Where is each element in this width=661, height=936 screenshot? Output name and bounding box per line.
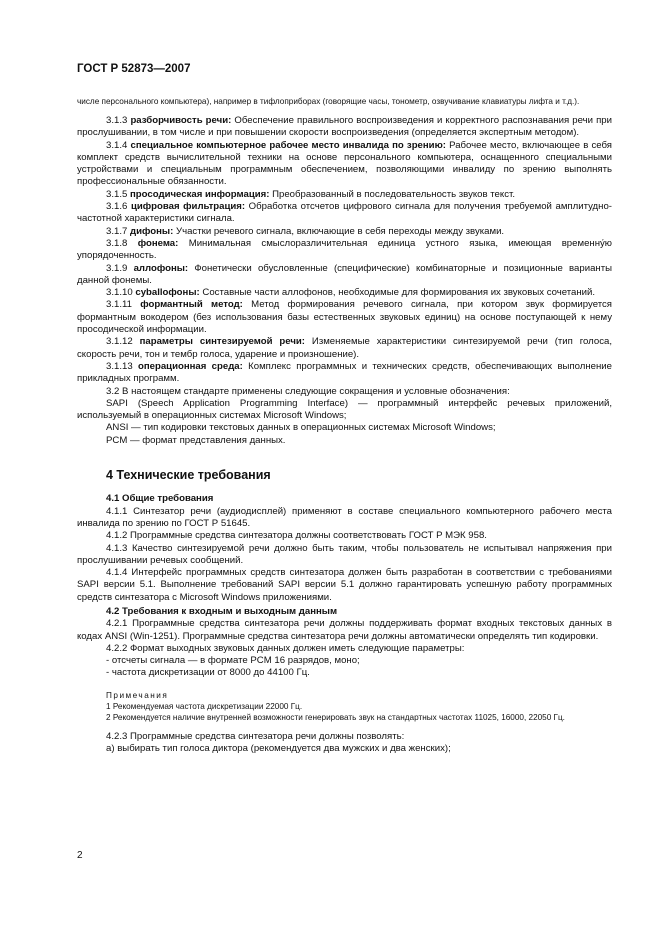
term-definition: Рабочее место, включающее в себя комплект средств вычислительной техники на основе персонального компьютера, оснащенного специальными устройствами и специальным программным обеспечением, позволяющими инвалиду по зрению выполнять профессиональные обязанности. [77, 139, 612, 188]
term-definition: Минимальная смыслоразличительная единица устного языка, имеющая временну́ю упорядоченность. [77, 237, 612, 262]
intro-paragraph: числе персонального компьютера), например в тифлоприборах (говорящие часы, тонометр, озвучивание клавиатуры лифта и т.д.). [77, 97, 580, 106]
term-definition: Обработка отсчетов цифрового сигнала для получения требуемой амплитудно-частотной характеристики сигнала. [77, 201, 612, 225]
list-item-pcm: - отсчеты сигнала — в формате PCM 16 разрядов, моно; [106, 655, 360, 667]
para-4-1-4: 4.1.4 Интерфейс программных средств синтезатора должен быть разработан в соответствии с требованиями SAPI версии 5.1. Выполнение требований SAPI версии 5.1 должно гарантировать успешную работу программных средств синтезатора с Microsoft Windows приложениями. [77, 567, 612, 603]
term-number: 3.1.4 [106, 139, 128, 151]
para-4-1-1: 4.1.1 Синтезатор речи (аудиодисплей) применяют в составе специального компьютерного рабочего места инвалида по зрению по ГОСТ Р 51645. [77, 505, 612, 529]
term-paragraph [77, 115, 612, 140]
document-body [77, 96, 612, 755]
term-paragraph [77, 361, 612, 386]
term-number: 3.1.12 [106, 336, 133, 348]
term-paragraph [77, 336, 612, 361]
term-number: 3.1.6 [106, 201, 128, 213]
term-paragraph [77, 140, 612, 189]
subsection-4-2-title: 4.2 Требования к входным и выходным данным [106, 605, 338, 617]
term-definition: Изменяемые характеристики синтезируемой речи (тип голоса, скорость речи, тон и тембр голоса, ударение и произношение). [77, 336, 612, 360]
list-item-a: а) выбирать тип голоса диктора (рекомендуется два мужских и два женских); [106, 743, 451, 755]
note-1: 1 Рекомендуемая частота дискретизации 22000 Гц. [106, 701, 303, 711]
term-paragraph [77, 226, 612, 238]
term-name: формантный метод: [140, 299, 243, 311]
term-definition: Комплекс программных и технических средств, обеспечивающих выполнение прикладных программ. [77, 360, 612, 385]
term-number: 3.1.5 [106, 188, 128, 200]
notes-title: Примечания [106, 690, 169, 700]
term-name: фонема: [137, 237, 179, 249]
note-2: 2 Рекомендуется наличие внутренней возможности генерировать звук на стандартных частотах 11025, 16000, 22050 Гц. [106, 712, 565, 722]
term-definition: Составные части аллофонов, необходимые для формирования их звуковых сочетаний. [202, 287, 596, 299]
term-number: 3.1.7 [106, 225, 128, 237]
term-name: цифровая фильтрация: [130, 201, 246, 213]
term-paragraph [77, 263, 612, 288]
para-4-2-2: 4.2.2 Формат выходных звуковых данных должен иметь следующие параметры: [106, 642, 465, 654]
term-name: специальное компьютерное рабочее место инвалида по зрению: [130, 139, 446, 151]
abbr-intro: 3.2 В настоящем стандарте применены следующие сокращения и условные обозначения: [106, 385, 510, 397]
section-4-title: 4 Технические требования [106, 468, 271, 483]
para-4-2-1: 4.2.1 Программные средства синтезатора речи должны поддерживать формат входных текстовых данных в кодах ANSI (Win-1251). Программные средства синтезатора речи должны автоматически определять тип кодировки. [77, 618, 612, 642]
term-name: параметры синтезируемой речи: [139, 336, 306, 348]
term-paragraph [77, 299, 612, 336]
term-paragraph [77, 189, 612, 201]
term-definition: Метод формирования речевого сигнала, при котором звук формируется формантным вокодером (без использования базы естественных звуковых единиц) на основе поступающей к нему просодической информации. [77, 299, 612, 336]
term-number: 3.1.9 [106, 262, 128, 274]
term-number: 3.1.3 [106, 115, 128, 126]
list-item-frequency: - частота дискретизации от 8000 до 44100 Гц. [106, 667, 310, 679]
term-name: суballофоны: [135, 287, 200, 299]
para-4-1-2: 4.1.2 Программные средства синтезатора должны соответствовать ГОСТ Р МЭК 958. [106, 530, 487, 542]
term-paragraph [77, 238, 612, 263]
term-definition: Обеспечение правильного воспроизведения и корректного распознавания речи при прослушивании, в том числе и при повышении скорости воспроизведения (определяется экспертным методом). [77, 115, 612, 139]
term-number: 3.1.10 [106, 287, 133, 299]
abbr-ansi: ANSI — тип кодировки текстовых данных в операционных системах Microsoft Windows; [106, 422, 496, 434]
term-number: 3.1.13 [106, 360, 133, 372]
para-4-2-3: 4.2.3 Программные средства синтезатора речи должны позволять: [106, 730, 405, 742]
abbr-pcm: PCM — формат представления данных. [106, 434, 286, 446]
term-number: 3.1.8 [106, 237, 128, 249]
term-paragraph [77, 201, 612, 226]
page-number: 2 [77, 850, 83, 861]
subsection-4-1-title: 4.1 Общие требования [106, 493, 214, 505]
term-name: операционная среда: [138, 360, 243, 372]
abbr-sapi: SAPI (Speech Application Programming Interface) — программный интерфейс речевых приложений, используемый в операционных системах Microsoft Windows; [77, 397, 612, 422]
term-paragraph [77, 287, 612, 299]
terms-list [77, 115, 612, 386]
para-4-1-3: 4.1.3 Качество синтезируемой речи должно быть таким, чтобы пользователь не испытывал напряжения при прослушивании речевых сообщений. [77, 542, 612, 566]
term-definition: Участки речевого сигнала, включающие в себя переходы между звуками. [176, 225, 505, 237]
term-name: дифоны: [130, 225, 174, 237]
term-definition: Преобразованный в последовательность звуков текст. [272, 188, 515, 200]
term-name: аллофоны: [133, 262, 189, 274]
term-name: просодическая информация: [130, 188, 270, 200]
document-header: ГОСТ Р 52873—2007 [77, 63, 191, 75]
term-name: разборчивость речи: [130, 115, 232, 126]
term-number: 3.1.11 [106, 299, 132, 311]
term-definition: Фонетически обусловленные (специфические) комбинаторные и позиционные варианты данной фонемы. [77, 262, 613, 286]
